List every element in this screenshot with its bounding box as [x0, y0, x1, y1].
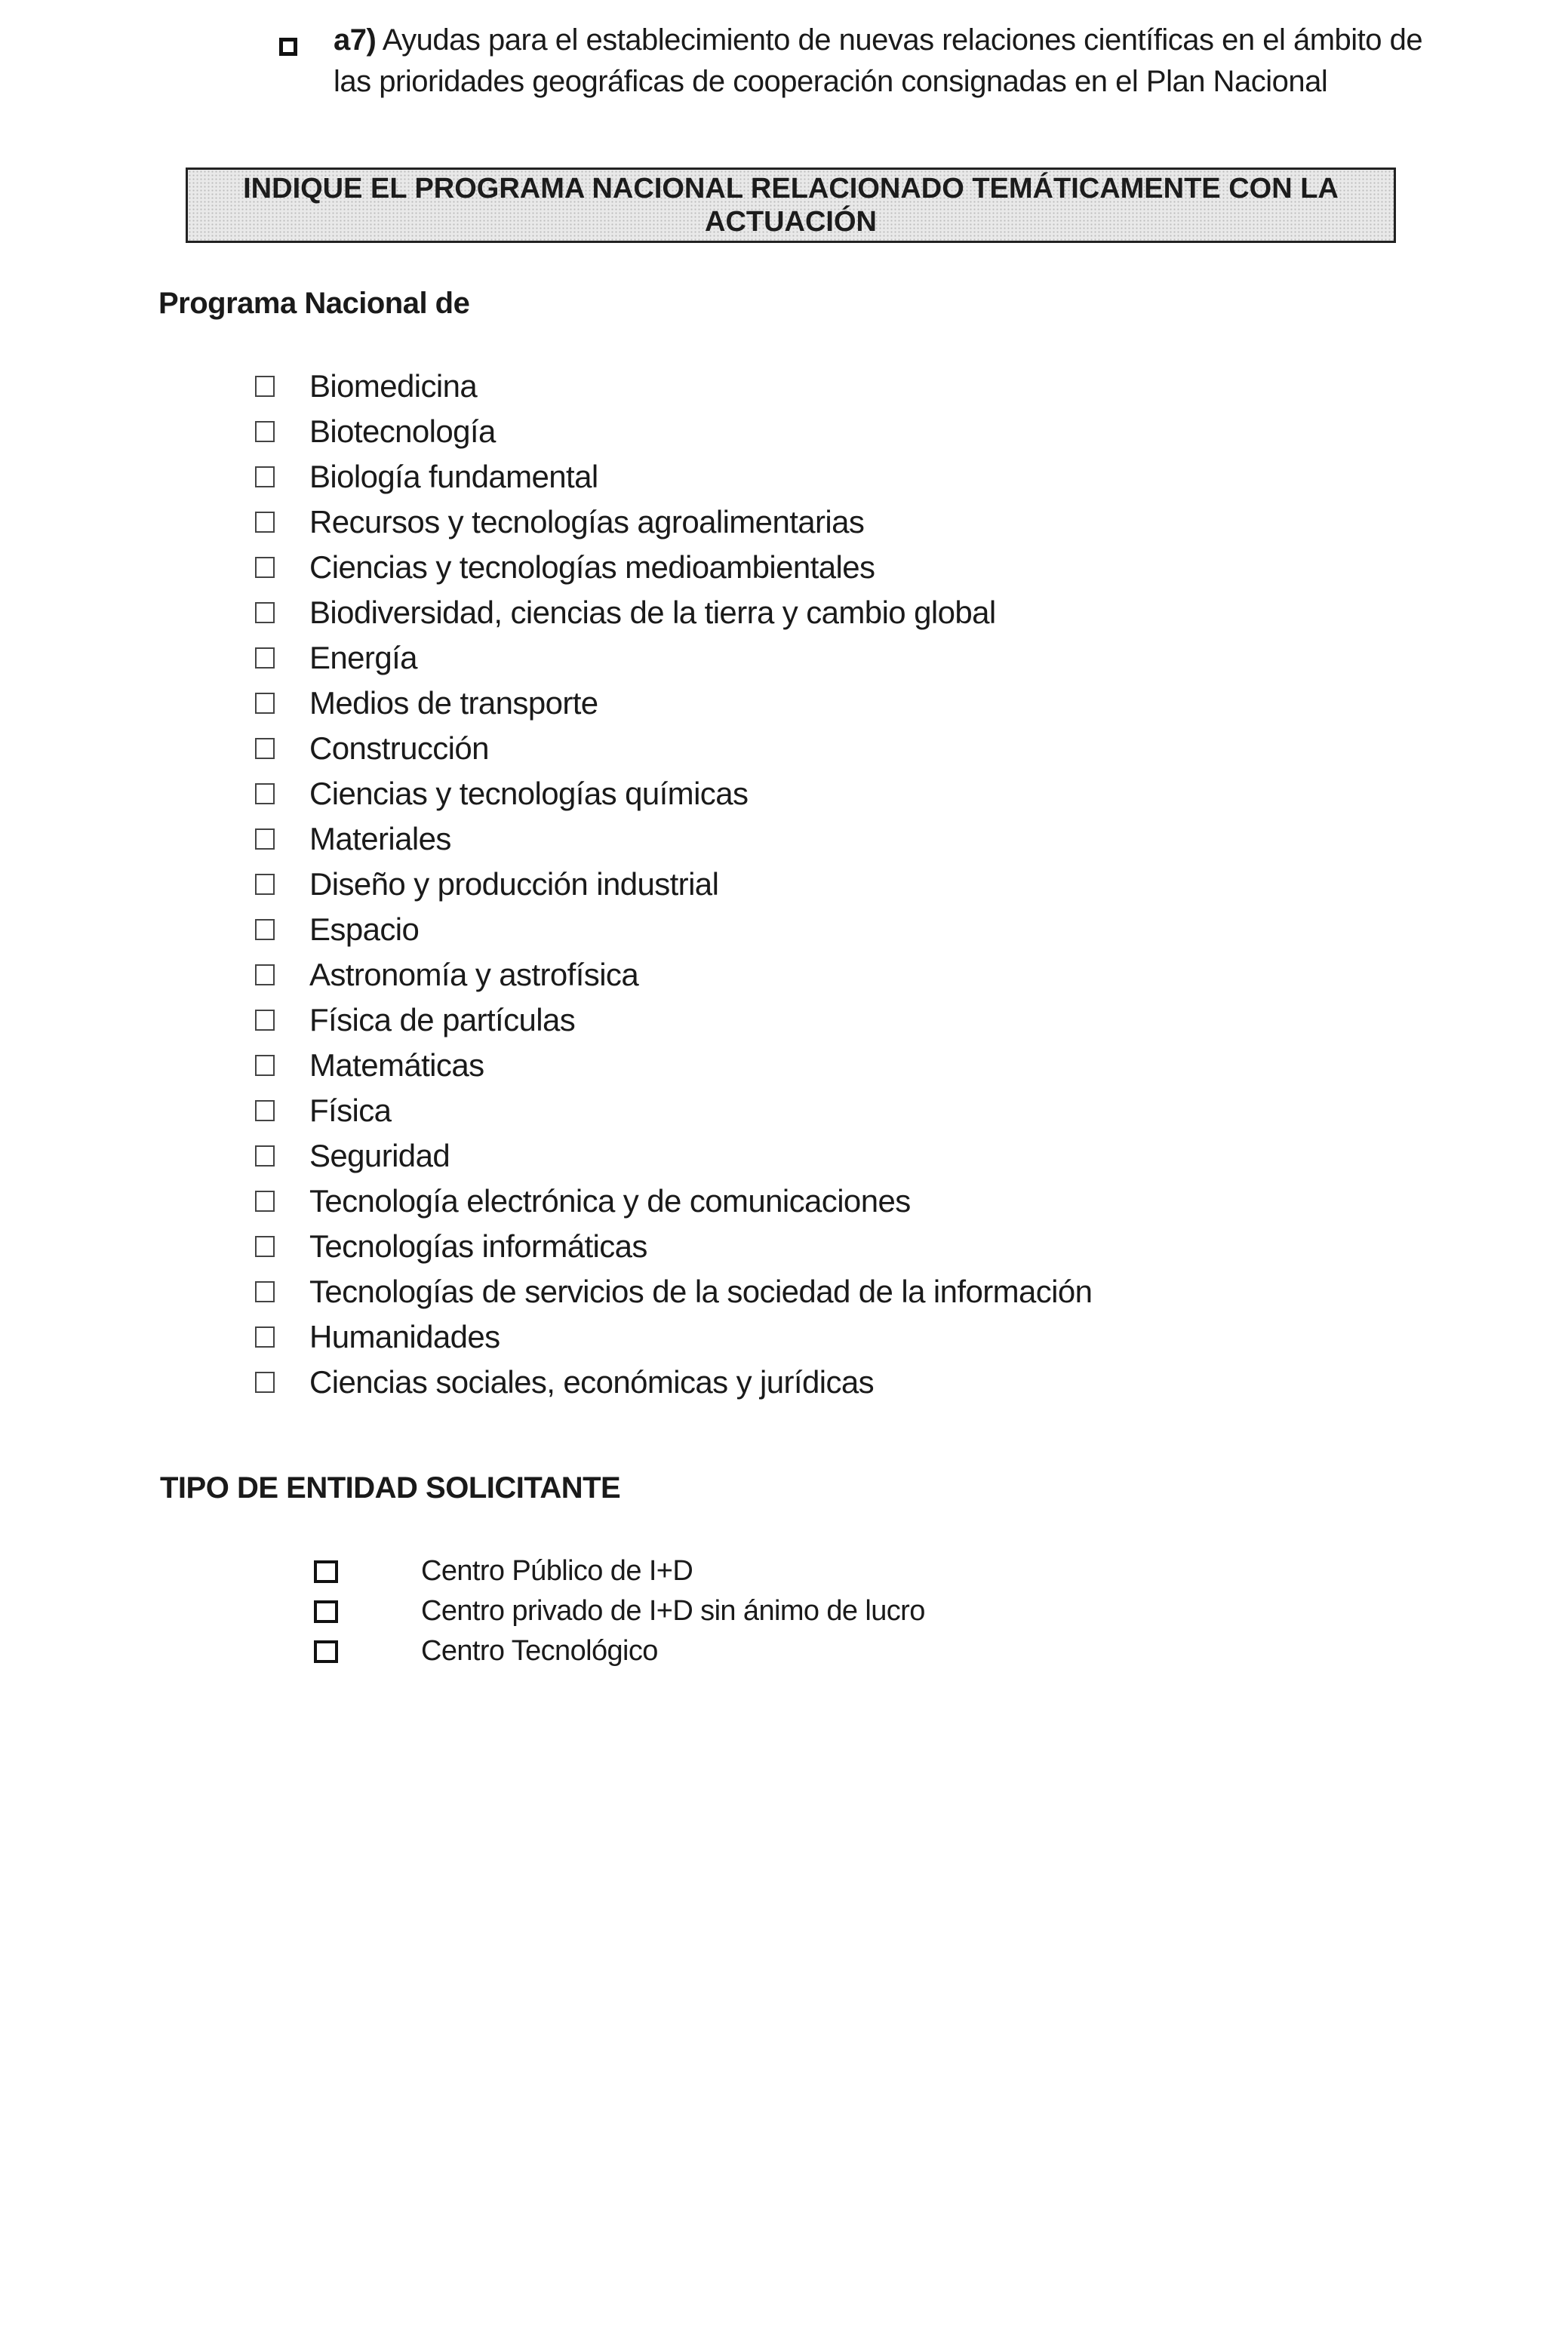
program-label: Matemáticas: [309, 1047, 484, 1083]
tipo-entidad-title: TIPO DE ENTIDAD SOLICITANTE: [160, 1471, 621, 1505]
program-label: Ciencias y tecnologías químicas: [309, 776, 749, 811]
program-checkbox[interactable]: [255, 1055, 275, 1076]
program-checkbox[interactable]: [255, 376, 275, 397]
option-a7-text: [334, 20, 1428, 103]
option-a7-code: a7): [334, 23, 377, 57]
program-option-construccion[interactable]: [255, 726, 1092, 771]
programa-nacional-list: [255, 364, 1092, 1405]
program-option-fisica[interactable]: [255, 1088, 1092, 1133]
section-banner-text: INDIQUE EL PROGRAMA NACIONAL RELACIONADO TEMÁTICAMENTE CON LA ACTUACIÓN: [243, 173, 1339, 238]
program-option-fisica-de-particulas[interactable]: [255, 998, 1092, 1043]
program-label: Astronomía y astrofísica: [309, 957, 639, 992]
program-checkbox[interactable]: [255, 1281, 275, 1302]
program-label: Ciencias y tecnologías medioambientales: [309, 549, 875, 585]
program-option-ciencias-y-tecnologias-quimicas[interactable]: [255, 771, 1092, 816]
program-option-ciencias-y-tecnologias-medioambientales[interactable]: [255, 545, 1092, 590]
program-checkbox[interactable]: [255, 1010, 275, 1031]
program-label: Construcción: [309, 730, 489, 766]
entity-checkbox[interactable]: [314, 1640, 338, 1663]
program-label: Tecnologías informáticas: [309, 1228, 647, 1264]
entity-label: Centro Público de I+D: [421, 1555, 693, 1587]
program-label: Diseño y producción industrial: [309, 866, 719, 902]
program-checkbox[interactable]: [255, 1326, 275, 1348]
program-option-seguridad[interactable]: [255, 1133, 1092, 1179]
program-option-tecnologia-electronica-y-de-comunicaciones[interactable]: [255, 1179, 1092, 1224]
program-label: Física: [309, 1093, 392, 1128]
option-a7-checkbox[interactable]: [279, 38, 297, 56]
program-label: Biomedicina: [309, 368, 478, 404]
program-option-biomedicina[interactable]: [255, 364, 1092, 409]
program-option-tecnologias-informaticas[interactable]: [255, 1224, 1092, 1269]
program-option-medios-de-transporte[interactable]: [255, 681, 1092, 726]
program-label: Tecnologías de servicios de la sociedad de la información: [309, 1274, 1093, 1309]
program-checkbox[interactable]: [255, 828, 275, 850]
section-banner: [186, 168, 1396, 243]
program-label: Física de partículas: [309, 1002, 576, 1037]
entity-checkbox[interactable]: [314, 1600, 338, 1623]
program-label: Materiales: [309, 821, 451, 856]
program-option-biodiversidad-ciencias-de-la-tierra-y-cambio-global[interactable]: [255, 590, 1092, 635]
program-checkbox[interactable]: [255, 1145, 275, 1167]
program-label: Ciencias sociales, económicas y jurídicas: [309, 1364, 875, 1400]
entity-checkbox[interactable]: [314, 1560, 338, 1583]
program-checkbox[interactable]: [255, 421, 275, 442]
program-checkbox[interactable]: [255, 512, 275, 533]
entity-label: Centro privado de I+D sin ánimo de lucro: [421, 1595, 925, 1627]
entity-option-centro-publico-de-i-d[interactable]: [314, 1551, 925, 1591]
programa-nacional-title: Programa Nacional de: [158, 287, 470, 320]
program-checkbox[interactable]: [255, 1372, 275, 1393]
program-checkbox[interactable]: [255, 738, 275, 759]
program-option-humanidades[interactable]: [255, 1314, 1092, 1360]
program-label: Energía: [309, 640, 417, 675]
entity-label: Centro Tecnológico: [421, 1635, 658, 1667]
entity-option-centro-privado-de-i-d-sin-animo-de-lucro[interactable]: [314, 1591, 925, 1631]
program-checkbox[interactable]: [255, 693, 275, 714]
program-checkbox[interactable]: [255, 964, 275, 985]
program-label: Tecnología electrónica y de comunicaciones: [309, 1183, 911, 1219]
program-option-astronomia-y-astrofisica[interactable]: [255, 952, 1092, 998]
program-label: Espacio: [309, 911, 420, 947]
program-checkbox[interactable]: [255, 1236, 275, 1257]
program-checkbox[interactable]: [255, 557, 275, 578]
program-option-biotecnologia[interactable]: [255, 409, 1092, 454]
program-option-biologia-fundamental[interactable]: [255, 454, 1092, 500]
program-label: Seguridad: [309, 1138, 450, 1173]
program-checkbox[interactable]: [255, 1100, 275, 1121]
program-label: Recursos y tecnologías agroalimentarias: [309, 504, 865, 539]
program-label: Medios de transporte: [309, 685, 598, 721]
program-option-ciencias-sociales-economicas-y-juridicas[interactable]: [255, 1360, 1092, 1405]
program-option-matematicas[interactable]: [255, 1043, 1092, 1088]
program-option-tecnologias-de-servicios-de-la-sociedad-de-la-informacion[interactable]: [255, 1269, 1092, 1314]
program-option-materiales[interactable]: [255, 816, 1092, 862]
program-label: Biotecnología: [309, 413, 496, 449]
program-checkbox[interactable]: [255, 602, 275, 623]
program-option-diseno-y-produccion-industrial[interactable]: [255, 862, 1092, 907]
program-option-recursos-y-tecnologias-agroalimentarias[interactable]: [255, 500, 1092, 545]
program-option-espacio[interactable]: [255, 907, 1092, 952]
option-a7-description: Ayudas para el establecimiento de nuevas relaciones científicas en el ámbito de las prioridades geográficas de cooperación consignadas en el Plan Nacional: [334, 23, 1423, 98]
entity-option-centro-tecnologico[interactable]: [314, 1631, 925, 1671]
tipo-entidad-list: [314, 1551, 925, 1671]
program-label: Humanidades: [309, 1319, 500, 1354]
program-checkbox[interactable]: [255, 919, 275, 940]
program-label: Biodiversidad, ciencias de la tierra y cambio global: [309, 595, 996, 630]
program-option-energia[interactable]: [255, 635, 1092, 681]
program-checkbox[interactable]: [255, 466, 275, 487]
program-checkbox[interactable]: [255, 1191, 275, 1212]
program-label: Biología fundamental: [309, 459, 598, 494]
program-checkbox[interactable]: [255, 874, 275, 895]
program-checkbox[interactable]: [255, 647, 275, 669]
program-checkbox[interactable]: [255, 783, 275, 804]
